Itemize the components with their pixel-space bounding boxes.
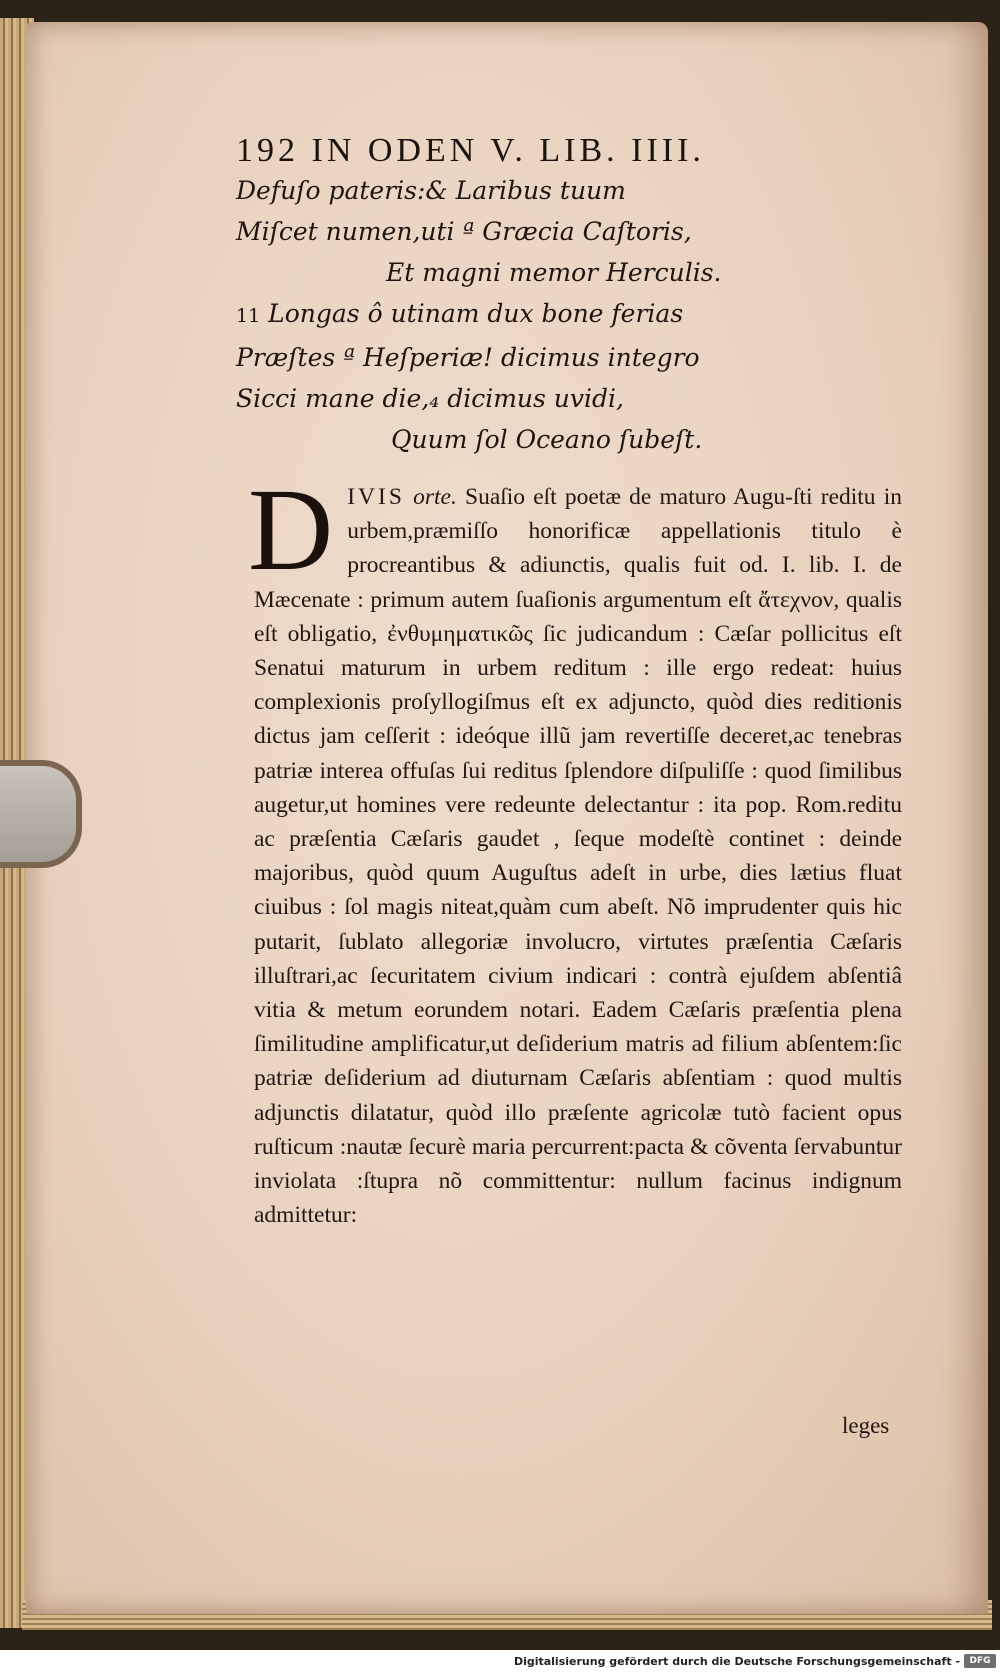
poem-line: Quum ſol Oceano ſubeſt. (391, 425, 703, 454)
book-clasp (0, 760, 82, 868)
poem-block (236, 170, 796, 460)
digitization-footer (0, 1650, 1000, 1673)
poem-line: Defuſo pateris:& Laribus tuum (236, 176, 626, 205)
dfg-logo: DFG (964, 1654, 996, 1668)
footer-credit: Digitalisierung gefördert durch die Deutsche Forschungsgemeinschaft - (513, 1655, 960, 1668)
line-number: 11 (236, 305, 261, 327)
catchword: leges (842, 1413, 890, 1438)
lead-caps: IVIS (347, 484, 405, 510)
drop-cap: D (248, 464, 334, 595)
lead-word: orte. (413, 484, 457, 510)
poem-line: Et magni memor Herculis. (386, 258, 722, 287)
poem-line: 11 Longas ô utinam dux bone ferias (236, 299, 684, 328)
commentary-text (248, 464, 903, 1232)
poem-line: Sicci mane die,₄ dicimus uvidi, (236, 384, 624, 413)
poem-line: Miſcet numen,uti ª Græcia Caſtoris, (236, 217, 692, 246)
commentary-body: Suaſio eſt poetæ de maturo Augu-ſti reditu in urbem,præmiſſo honorificæ appellationis titulo è procreantibus & adiunctis, qualis fuit od. I. lib. I. de Mæcenate : primum autem ſuaſionis argumentum eſt ἄτεχνον, qualis eſt obligatio, ἐνθυμηματικῶς ſic judicandum : Cæſar pollicitus eſt Senatui maturum in urbem reditum : ille ergo redeat: huius complexionis proſyllogiſmus eſt ex adjuncto, quòd dies reditionis dictus jam ceſſerit : ideóque illũ jam revertiſſe deceret,ac tenebras patriæ interea offuſas ſui reditus ſplendore diſpuliſſe : quod ſimilibus augetur,ut homines vere redeunte delectantur : ita pop. Rom.reditu ac præſentia Cæſaris gaudet , ſeque modeſtè continet : deinde majoribus, quòd quum Auguſtus adeſt in urbe, dies lætius fluat ciuibus : ſol magis niteat,quàm cum abeſt. Nõ imprudenter quis hic putarit, ſublato allegoriæ involucro, virtutes præſentia Cæſaris illuſtrari,ac ſecuritatem civium indicari : contrà ejuſdem abſentiâ vitia & metum eorundem notari. Eadem Cæſaris præſentia plena ſimilitudine amplificatur,ut deſiderium matris ad filium abſentem:ſic patriæ deſiderium ad diuturnam Cæſaris abſentiam : quod multis adjunctis dilatatur, quòd illo præſente agricolæ tutò facient opus ruſticum :nautæ ſecurè maria percurrent:pacta & cõventa ſervabuntur inviolata :ſtupra nõ committentur: nullum facinus indignum admittetur: (254, 484, 903, 1229)
poem-line: Præſtes ª Heſperiæ! dicimus integro (236, 343, 700, 372)
running-head: 192 IN ODEN V. LIB. IIII. (236, 132, 705, 169)
